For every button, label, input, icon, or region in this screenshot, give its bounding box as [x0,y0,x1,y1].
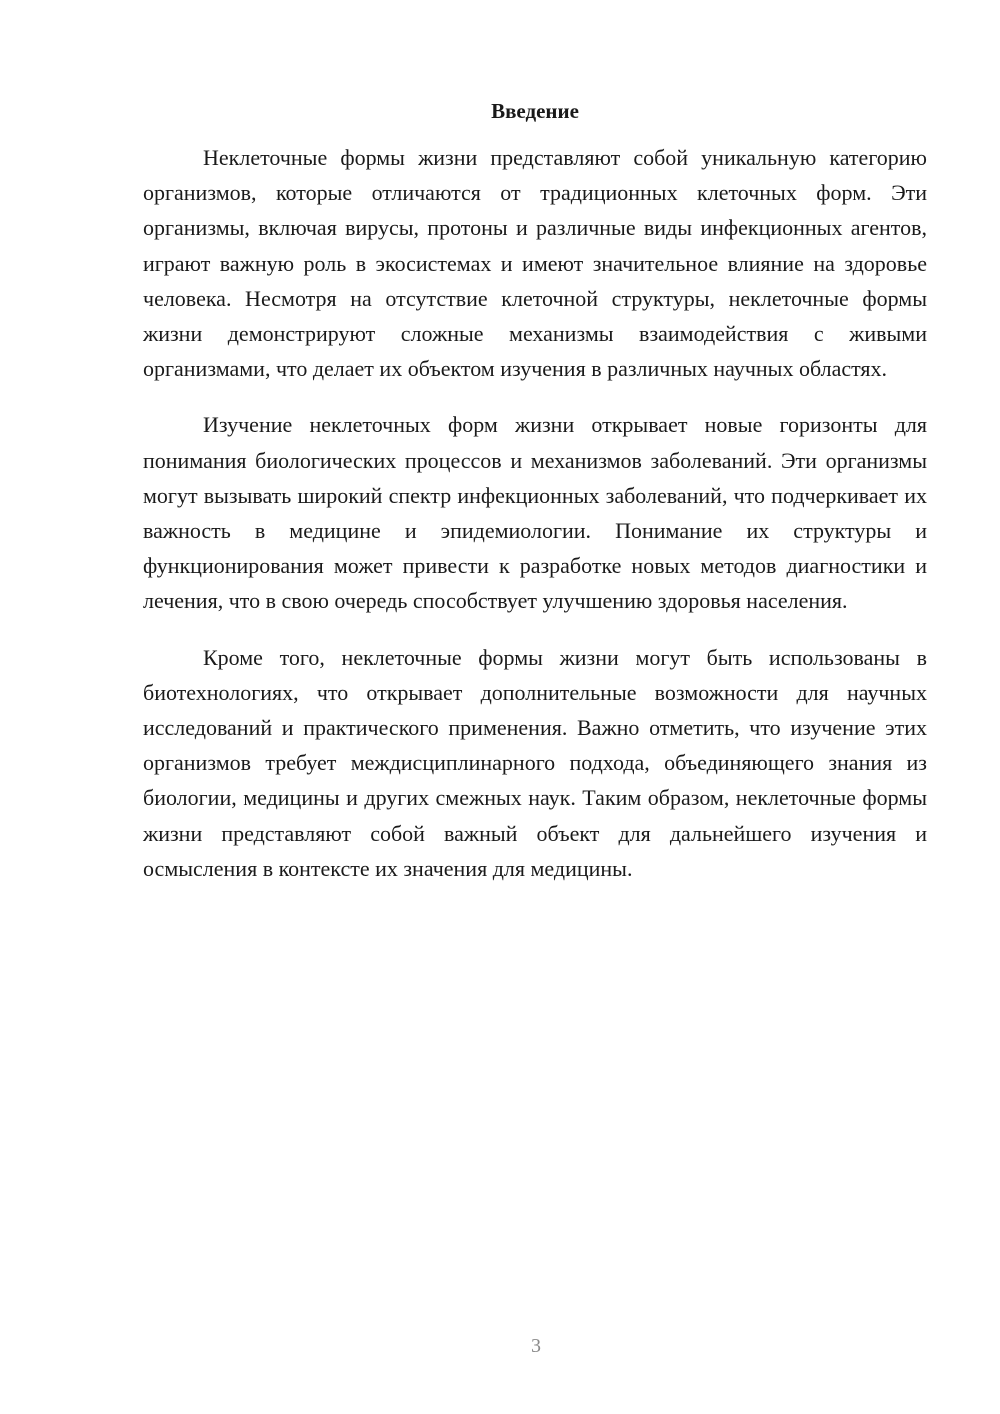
paragraph-2: Изучение неклеточных форм жизни открывает новые горизонты для понимания биологических процессов и механизмов заболеваний. Эти организмы могут вызывать широкий спектр инфекционных заболеваний, что подчеркивает их важность в медицине и эпидемиологии. Понимание их структуры и функционирования может привести к разработке новых методов диагностики и лечения, что в свою очередь способствует улучшению здоровья населения. [143,412,927,614]
page-number: 3 [531,1335,541,1357]
page-content [143,96,927,907]
page-title: Введение [491,99,579,123]
paragraph-3: Кроме того, неклеточные формы жизни могут быть использованы в биотехнологиях, что открывает дополнительные возможности для научных исследований и практического применения. Важно отметить, что изучение этих организмов требует междисциплинарного подхода, объединяющего знания из биологии, медицины и других смежных наук. Таким образом, неклеточные формы жизни представляют собой важный объект для дальнейшего изучения и осмысления в контексте их значения для медицины. [143,644,927,881]
paragraph-1: Неклеточные формы жизни представляют собой уникальную категорию организмов, которые отличаются от традиционных клеточных форм. Эти организмы, включая вирусы, протоны и различные виды инфекционных агентов, играют важную роль в экосистемах и имеют значительное влияние на здоровье человека. Несмотря на отсутствие клеточной структуры, неклеточные формы жизни демонстрируют сложные механизмы взаимодействия с живыми организмами, что делает их объектом изучения в различных научных областях. [143,145,927,382]
